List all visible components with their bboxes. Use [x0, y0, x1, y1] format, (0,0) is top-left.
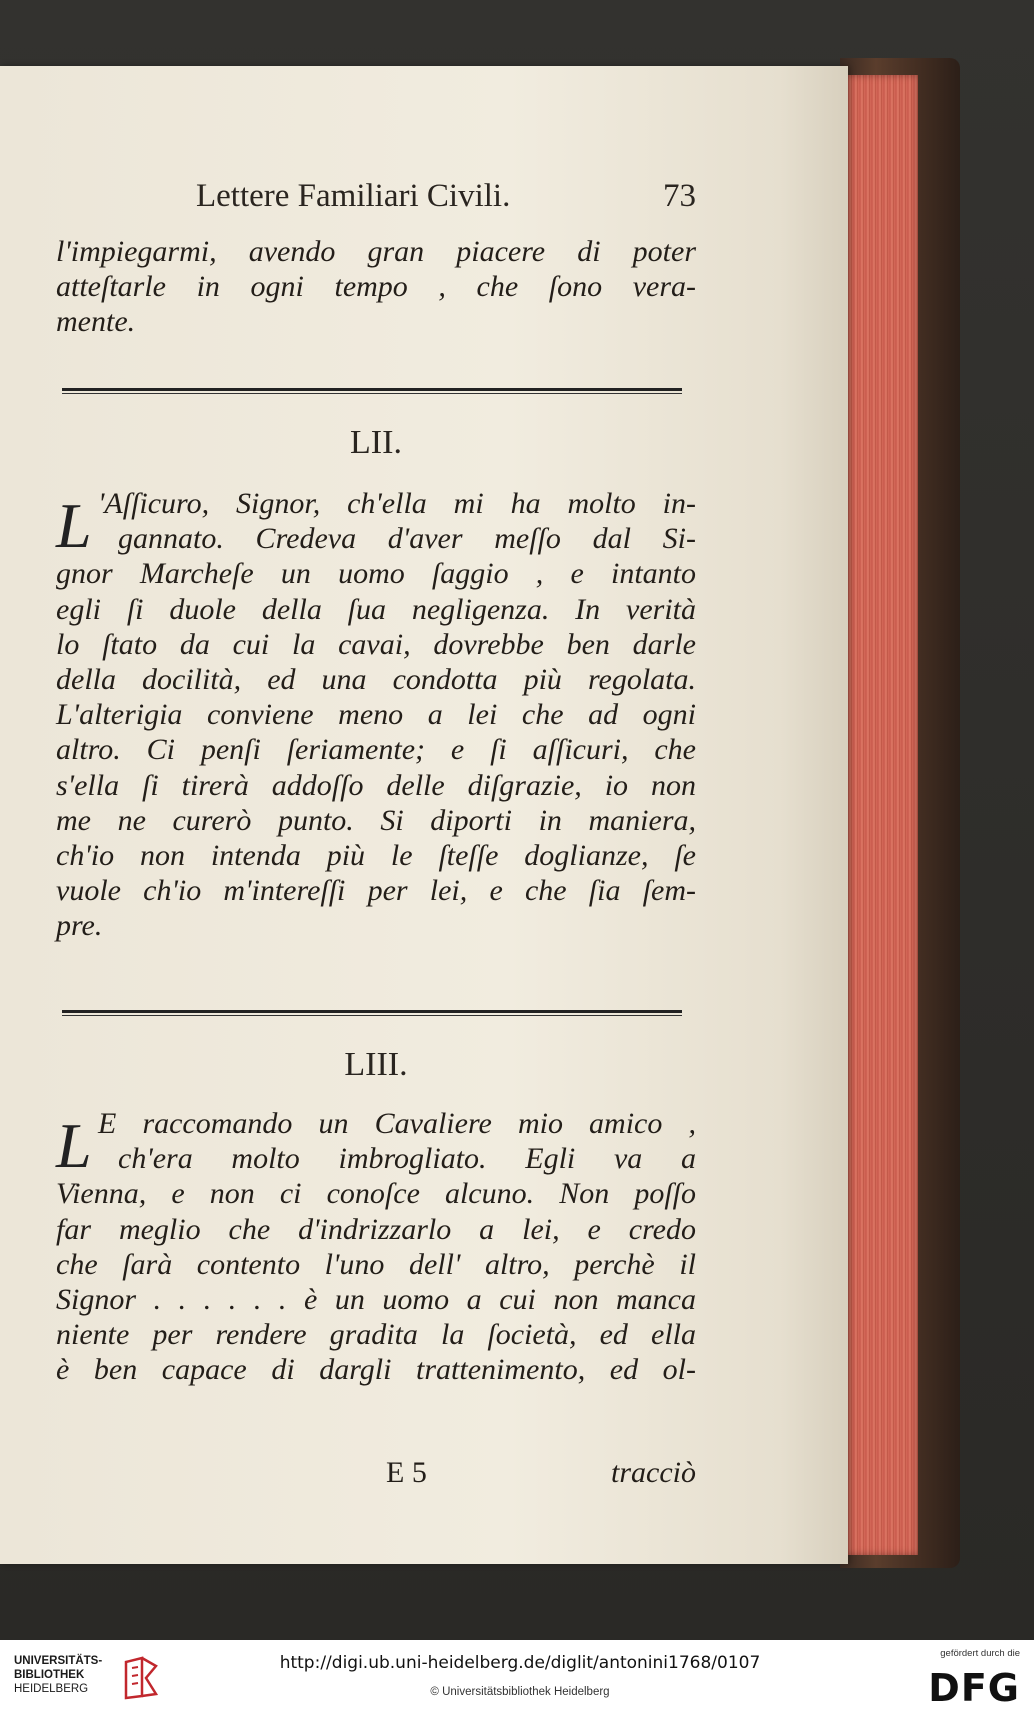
- copyright-notice: © Universitätsbibliothek Heidelberg: [430, 1686, 610, 1698]
- text-line: E raccomando un Cavaliere mio amico ,: [98, 1107, 696, 1140]
- text-line: niente per rendere gradita la ſocietà, ed ella: [56, 1318, 696, 1352]
- letter-heading: LIII.: [344, 1046, 408, 1083]
- library-name: [14, 1654, 102, 1696]
- running-title: Lettere Familiari Civili.: [196, 178, 511, 214]
- text-line: ch'io non intenda più le ſteſſe doglianze, ſe: [56, 838, 696, 872]
- letter-53-body: [56, 1106, 696, 1388]
- section-divider: [62, 1010, 682, 1016]
- text-line: Signor . . . . . . è un uomo a cui non manca: [56, 1282, 696, 1316]
- text-line: altro. Ci penſi ſeriamente; e ſi aſſicuri, che: [56, 733, 696, 767]
- text-line: Vienna, e non ci conoſce alcuno. Non poſſo: [56, 1177, 696, 1211]
- viewer-footer: [0, 1640, 1034, 1715]
- text-line: pre.: [56, 909, 103, 943]
- library-name-line: BIBLIOTHEK: [14, 1669, 85, 1681]
- text-line: s'ella ſi tirerà addoſſo delle diſgrazie, io non: [56, 768, 696, 802]
- text-line: gannato. Credeva d'aver meſſo dal Si-: [118, 522, 696, 556]
- catchword: tracciò: [611, 1456, 696, 1489]
- drop-cap: L: [56, 490, 92, 561]
- red-page-edges: [846, 75, 918, 1555]
- drop-cap: L: [56, 1110, 92, 1181]
- text-line: l'impiegarmi, avendo gran piacere di poter: [56, 235, 696, 268]
- signature-mark: E 5: [386, 1456, 427, 1489]
- text-line: ch'era molto imbrogliato. Egli va a: [118, 1142, 696, 1176]
- text-line: che ſarà contento l'uno dell' altro, perchè il: [56, 1247, 696, 1281]
- text-line: far meglio che d'indrizzarlo a lei, e credo: [56, 1212, 696, 1246]
- library-emblem-icon: [120, 1656, 160, 1700]
- text-line: me ne curerò punto. Si diporti in maniera,: [56, 803, 696, 837]
- text-line: vuole ch'io m'intereſſi per lei, e che ſia ſem-: [56, 874, 696, 908]
- text-line: L'alterigia conviene meno a lei che ad ogni: [56, 698, 696, 732]
- text-line: lo ſtato da cui la cavai, dovrebbe ben darle: [56, 627, 696, 661]
- book-page: [0, 66, 848, 1564]
- letter-heading: LII.: [350, 424, 402, 461]
- text-line: è ben capace di dargli trattenimento, ed ol-: [56, 1353, 696, 1387]
- section-divider: [62, 388, 682, 394]
- letter-52-body: [56, 486, 696, 943]
- page-text-block: [56, 66, 696, 1564]
- library-name-line: HEIDELBERG: [14, 1683, 89, 1695]
- funding-note: gefördert durch die: [940, 1648, 1020, 1659]
- text-line: gnor Marcheſe un uomo ſaggio , e intanto: [56, 557, 696, 591]
- dfg-logo: DFG: [928, 1666, 1020, 1710]
- text-line: della docilità, ed una condotta più regolata.: [56, 662, 696, 696]
- funder-block: [908, 1648, 1020, 1708]
- page-number: 73: [663, 178, 696, 214]
- opening-paragraph: [56, 234, 696, 340]
- text-line: atteſtarle in ogni tempo , che ſono vera-: [56, 270, 696, 304]
- library-logo: [14, 1654, 214, 1704]
- text-line: egli ſi duole della ſua negligenza. In verità: [56, 592, 696, 626]
- library-name-line: UNIVERSITÄTS-: [14, 1655, 103, 1667]
- text-line: mente.: [56, 305, 136, 339]
- text-line: 'Aſſicuro, Signor, ch'ella mi ha molto in-: [98, 487, 696, 520]
- permalink-url[interactable]: http://digi.ub.uni-heidelberg.de/diglit/antonini1768/0107: [279, 1653, 761, 1673]
